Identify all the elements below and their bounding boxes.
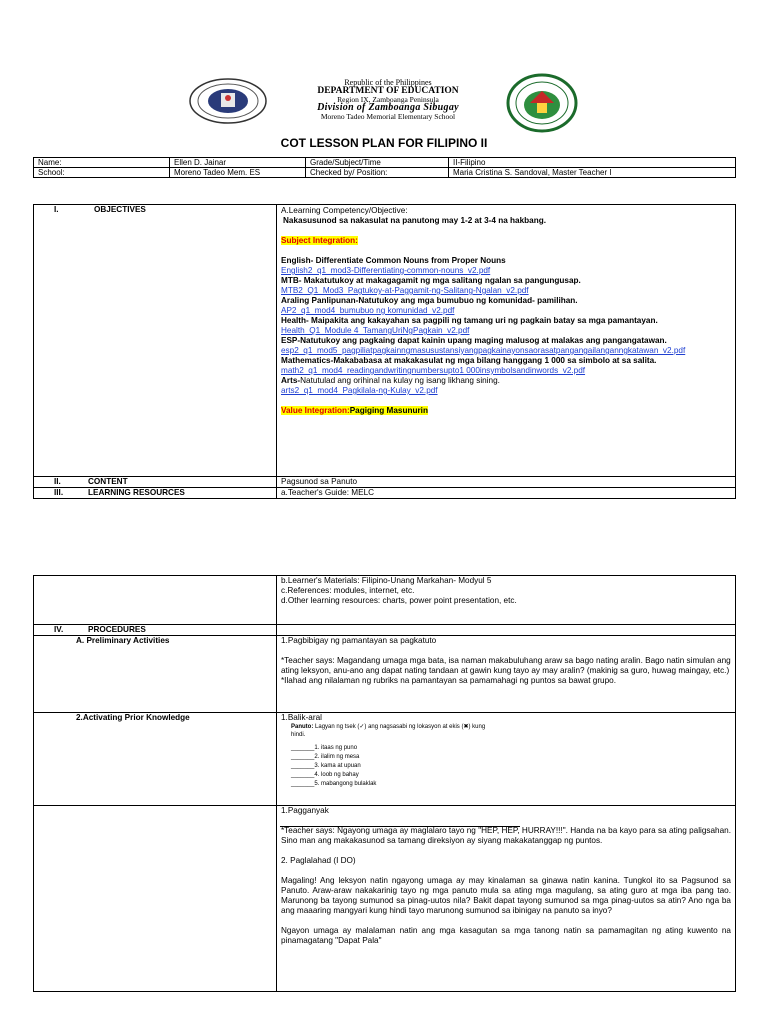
- name-value: Ellen D. Jainar: [170, 158, 306, 168]
- divider-line: [280, 826, 520, 827]
- section-label: OBJECTIVES: [94, 205, 146, 214]
- math-objective: Mathematics-Makababasa at makakasulat ng mga bilang hanggang 1 000 sa simbolo at sa salita.: [281, 356, 657, 365]
- section-label: PROCEDURES: [88, 625, 146, 634]
- math-module-link[interactable]: math2_q1_mod4_readingandwritingnumbersupto1 000insymbolsandinwords_v2.pdf: [281, 366, 586, 375]
- ap-objective: Araling Panlipunan-Natutukoy ang mga bumubuo ng komunidad- pamilihan.: [281, 296, 578, 305]
- english-objective: English- Differentiate Common Nouns from Proper Nouns: [281, 256, 506, 265]
- content-row: [34, 477, 736, 488]
- section-number: III.: [54, 488, 64, 497]
- document-title: COT LESSON PLAN FOR FILIPINO II: [280, 136, 488, 150]
- ap-module-link[interactable]: AP2_q1_mod4_bumubuo ng komunidad_v2.pdf: [281, 306, 455, 315]
- motivation-header-cell: [34, 806, 277, 992]
- preliminary-teacher-says: *Teacher says: Magandang umaga mga bata, isa naman makabuluhang araw sa bago nating aralin. Bago natin simulan ang ating leksyon, anu-ano ang dapat nating tandaan at gawin kung tayo ay may aralin? (makinig sa guro, huwag maingay, etc.): [281, 656, 731, 675]
- esp-objective: ESP-Natutukoy ang pagkaing dapat kainin upang maging malusog at malakas ang pangangatawan.: [281, 336, 667, 345]
- objectives-row: [34, 205, 736, 477]
- lesson-plan-table-page2: [33, 575, 736, 992]
- references: c.References: modules, internet, etc.: [281, 586, 415, 595]
- table-row: [34, 158, 736, 168]
- checked-label: Checked by/ Position:: [306, 168, 449, 178]
- prior-knowledge-row: [34, 713, 736, 806]
- resources-value: a.Teacher's Guide: MELC: [277, 488, 736, 499]
- learners-materials: b.Learner's Materials: Filipino-Unang Markahan- Modyul 5: [281, 576, 492, 585]
- prior-knowledge-header-cell: [34, 713, 277, 806]
- balik-aral-label: 1.Balik-aral: [281, 713, 322, 722]
- materials-row: [34, 576, 736, 625]
- header-republic: Republic of the Philippines: [344, 78, 432, 87]
- paglalahad-paragraph-1: Magaling! Ang leksyon natin ngayong umaga ay may kinalaman sa ginawa natin kanina. Tungkol ito sa Pagsunod sa Panuto. Araw-araw nakakarinig tayo ng mga panuto mula sa ating mga magulang, sa ating guro at mga iba pang tao. Marunong ba tayong sumunod sa pinag-uutos nila? Bakit dapat tayong sumunod sa mga pinag-uutos sa atin? Ano nga ba ang maaaring mangyari kung hindi tayo marunong sumunod sa ibinigay na panuto sa inyo?: [281, 876, 731, 915]
- objectives-header-cell: [34, 205, 277, 477]
- competency-label: A.Learning Competency/Objective:: [281, 206, 408, 215]
- materials-content-cell: [277, 576, 736, 625]
- arts-objective: Natutulad ang orihinal na kulay ng isang likhang sining.: [300, 376, 500, 385]
- header-school: Moreno Tadeo Memorial Elementary School: [320, 112, 456, 121]
- section-number: I.: [54, 205, 59, 214]
- objectives-content-cell: [277, 205, 736, 477]
- paglalahad-paragraph-2: Ngayon umaga ay malalaman natin ang mga kasagutan sa mga tanong natin sa pamamagitan ng ating kuwento na pinamagatang "Dapat Pala": [281, 926, 731, 945]
- header-region: Region IX, Zamboanga Peninsula: [337, 95, 439, 104]
- content-header-cell: [34, 477, 277, 488]
- value-integration-label: Value Integration:: [281, 406, 350, 415]
- header-division: Division of Zamboanga Sibugay: [317, 102, 459, 113]
- list-item: _______2. ilalim ng mesa: [291, 754, 360, 760]
- section-label: LEARNING RESOURCES: [88, 488, 185, 497]
- value-integration-text: Pagiging Masunurin: [349, 406, 428, 415]
- preliminary-step-1: 1.Pagbibigay ng pamantayan sa pagkatuto: [281, 636, 437, 645]
- motivation-content-cell: [277, 806, 736, 992]
- grade-value: II-Filipino: [449, 158, 736, 168]
- resources-row: [34, 488, 736, 499]
- other-resources: d.Other learning resources: charts, power point presentation, etc.: [281, 596, 517, 605]
- mtb-objective: MTB- Makatutukoy at makagagamit ng mga salitang ngalan sa pangungusap.: [281, 276, 581, 285]
- panuto-text: Lagyan ng tsek (✓) ang nagsasabi ng lokasyon at ekis (✖) kung hindi.: [291, 724, 486, 738]
- school-value: Moreno Tadeo Mem. ES: [170, 168, 306, 178]
- name-label: Name:: [34, 158, 170, 168]
- section-number: II.: [54, 477, 61, 486]
- list-item: _______4. loob ng bahay: [291, 772, 359, 778]
- list-item: _______1. itaas ng puno: [291, 745, 358, 751]
- procedures-row: [34, 625, 736, 636]
- materials-header-cell: [34, 576, 277, 625]
- deped-seal-logo: [188, 77, 268, 125]
- english-module-link[interactable]: English2_q1_mod3-Differentiating-common-nouns_v2.pdf: [281, 266, 491, 275]
- prior-knowledge-label: 2.Activating Prior Knowledge: [76, 713, 190, 722]
- school-label: School:: [34, 168, 170, 178]
- motivation-row: [34, 806, 736, 992]
- header-deped: DEPARTMENT OF EDUCATION: [317, 86, 459, 96]
- competency-text: Nakasusunod sa nakasulat na panutong may 1-2 at 3-4 na hakbang.: [283, 216, 546, 225]
- pagganyak-teacher-says: *Teacher says: Ngayong umaga ay maglalaro tayo ng "HEP, HEP, HURRAY!!!". Handa na ba kayo para sa ating paligsahan. Sino man ang makakasunod sa tamang direksiyon ay siyang makakatanggap ng puntos.: [281, 826, 731, 845]
- health-module-link[interactable]: Health_Q1_Module 4_TamangUriNgPagkain_v2.pdf: [281, 326, 470, 335]
- arts-module-link[interactable]: arts2_q1_mod4_Pagkilala-ng-Kulay_v2.pdf: [281, 386, 438, 395]
- preliminary-row: [34, 636, 736, 713]
- resources-header-cell: [34, 488, 277, 499]
- table-row: [34, 168, 736, 178]
- mtb-module-link[interactable]: MTB2_Q1_Mod3_Pagtukoy-at-Paggamit-ng-Salitang-Ngalan_v2.pdf: [281, 286, 529, 295]
- preliminary-header-cell: [34, 636, 277, 713]
- review-items-list: [281, 744, 731, 789]
- section-number: IV.: [54, 625, 64, 634]
- list-item: _______3. kama at upuan: [291, 763, 361, 769]
- section-label: CONTENT: [88, 477, 128, 486]
- paglalahad-label: 2. Paglalahad (I DO): [281, 856, 356, 865]
- list-item: _______5. mabangong bulaklak: [291, 781, 377, 787]
- info-table: [33, 157, 736, 178]
- lesson-plan-table-page1: [33, 204, 736, 499]
- esp-module-link[interactable]: esp2_q1_mod5_pagpiliatpagkainngmasusustansiyangpagkainayonsaorasatpangangailanganngkatawan_v2.pdf: [281, 346, 686, 355]
- subject-integration-label: Subject Integration:: [281, 236, 358, 245]
- panuto-label: Panuto:: [291, 724, 314, 730]
- arts-label: Arts-: [281, 376, 301, 385]
- division-seal-logo: [506, 73, 578, 133]
- preliminary-label: A. Preliminary Activities: [76, 636, 170, 645]
- pagganyak-label: 1.Pagganyak: [281, 806, 329, 815]
- prior-knowledge-content-cell: [277, 713, 736, 806]
- procedures-header-cell: [34, 625, 277, 636]
- checked-value: Maria Cristina S. Sandoval, Master Teacher I: [449, 168, 736, 178]
- content-value: Pagsunod sa Panuto: [277, 477, 736, 488]
- preliminary-content-cell: [277, 636, 736, 713]
- procedures-empty-cell: [277, 625, 736, 636]
- grade-label: Grade/Subject/Time: [306, 158, 449, 168]
- preliminary-rubrics: *Ilahad ang nilalaman ng rubriks na pamantayan sa pamamahagi ng puntos sa bawat grupo.: [281, 676, 616, 685]
- health-objective: Health- Maipakita ang kakayahan sa pagpili ng tamang uri ng pagkain batay sa mga pamantayan.: [281, 316, 658, 325]
- panuto-instruction: [281, 723, 491, 739]
